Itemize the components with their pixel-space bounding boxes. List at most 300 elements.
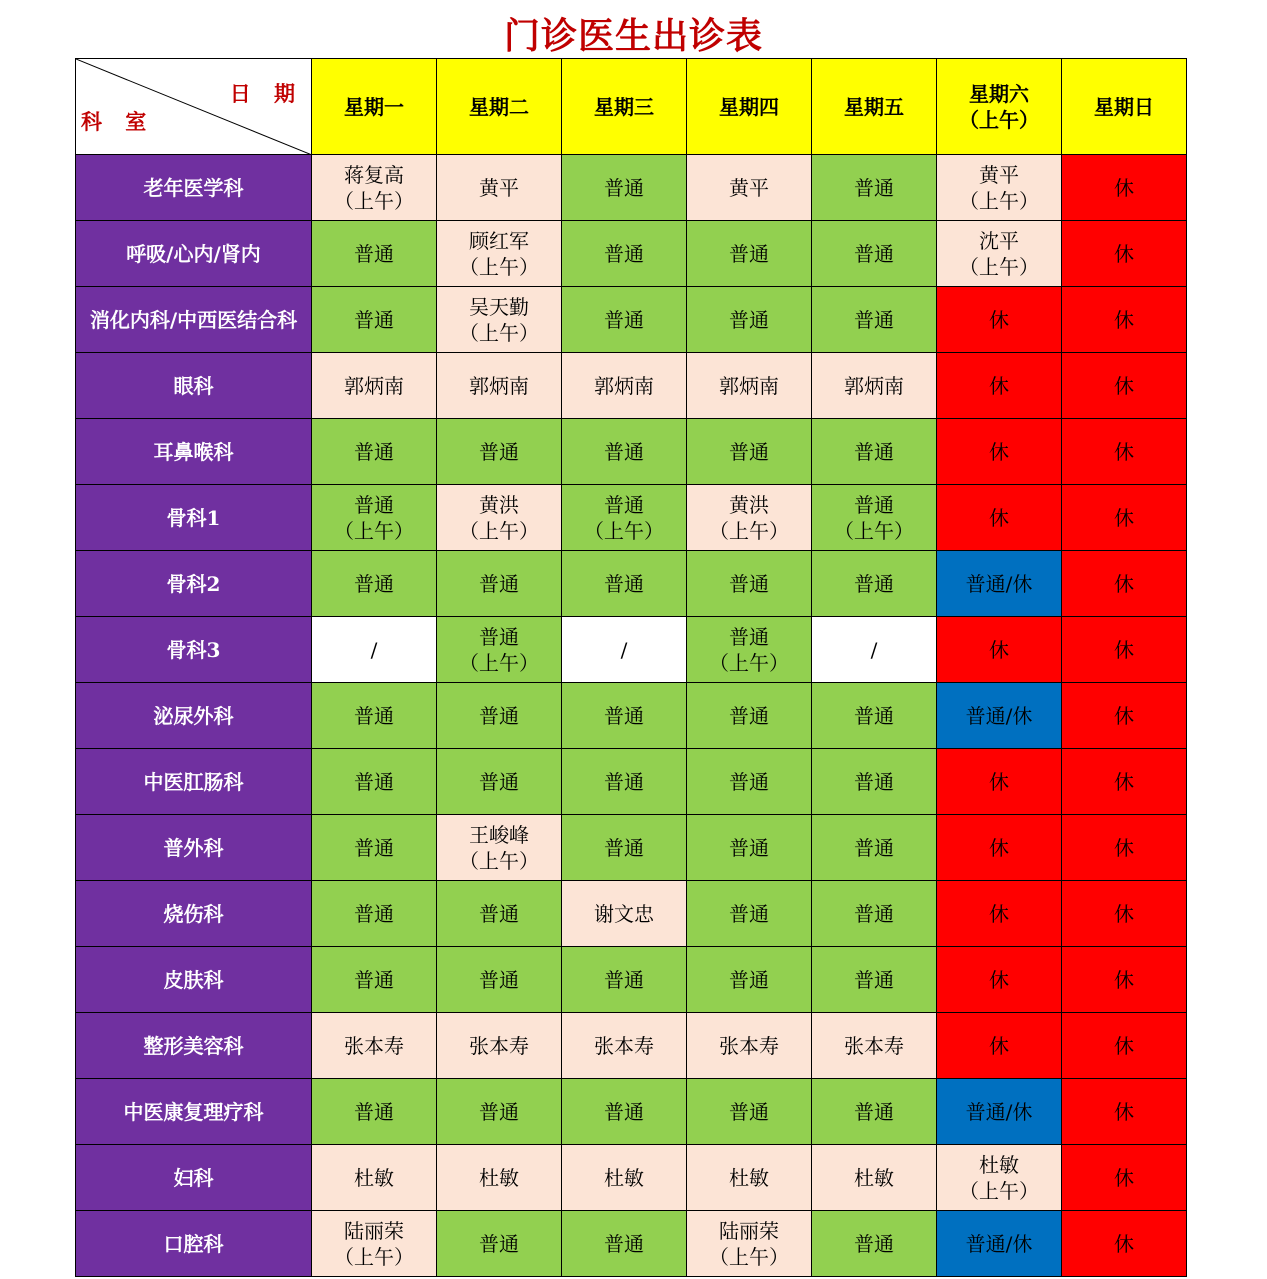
schedule-cell (562, 221, 687, 287)
schedule-cell (937, 1013, 1062, 1079)
cell-text: 普通 (729, 835, 769, 860)
cell-text: 休 (989, 373, 1009, 398)
schedule-cell (937, 221, 1062, 287)
cell-text: 张本寿 (844, 1033, 904, 1058)
cell-text: 休 (1114, 571, 1134, 596)
schedule-cell (1062, 419, 1187, 485)
dept-cell: 骨科1 (76, 485, 312, 551)
cell-subtext: （上午） (459, 518, 539, 543)
cell-text: 普通 (729, 901, 769, 926)
cell-text: 黄洪 (479, 492, 519, 517)
schedule-cell (312, 287, 437, 353)
cell-text: 普通 (854, 439, 894, 464)
cell-subtext: （上午） (459, 320, 539, 345)
cell-text: 休 (1114, 373, 1134, 398)
dept-cell: 眼科 (76, 353, 312, 419)
cell-text: 休 (989, 901, 1009, 926)
schedule-cell (812, 287, 937, 353)
schedule-cell (687, 419, 812, 485)
schedule-cell (312, 1211, 437, 1277)
schedule-cell (562, 155, 687, 221)
cell-text: 普通 (354, 835, 394, 860)
cell-text: 普通 (604, 703, 644, 728)
schedule-cell (562, 683, 687, 749)
cell-subtext: （上午） (459, 254, 539, 279)
cell-text: 普通 (604, 175, 644, 200)
schedule-cell (812, 551, 937, 617)
cell-subtext: （上午） (709, 650, 789, 675)
schedule-cell (812, 353, 937, 419)
schedule-cell (937, 1079, 1062, 1145)
schedule-cell (562, 881, 687, 947)
cell-text: 普通 (854, 967, 894, 992)
cell-text: 郭炳南 (469, 373, 529, 398)
schedule-cell (437, 683, 562, 749)
corner-header-cell (76, 59, 312, 155)
schedule-table (75, 58, 1187, 1277)
cell-text: 普通 (729, 241, 769, 266)
cell-text: 普通/休 (965, 703, 1033, 728)
cell-text: 休 (989, 307, 1009, 332)
dept-cell: 中医肛肠科 (76, 749, 312, 815)
cell-text: 黄平 (479, 175, 519, 200)
cell-text: 普通 (604, 492, 644, 517)
schedule-cell (312, 1079, 437, 1145)
table-row (76, 1013, 1187, 1079)
table-row (76, 221, 1187, 287)
schedule-cell (437, 485, 562, 551)
cell-text: 休 (989, 769, 1009, 794)
cell-text: 休 (1114, 769, 1134, 794)
schedule-cell (437, 551, 562, 617)
cell-text: 休 (989, 439, 1009, 464)
cell-text: 普通 (729, 967, 769, 992)
schedule-cell (562, 1145, 687, 1211)
cell-text: 普通 (854, 835, 894, 860)
day-header-2 (437, 59, 562, 155)
cell-text: 普通 (729, 703, 769, 728)
table-row (76, 419, 1187, 485)
schedule-cell (687, 155, 812, 221)
cell-text: 休 (1114, 439, 1134, 464)
cell-text: 张本寿 (469, 1033, 529, 1058)
cell-text: 普通 (354, 307, 394, 332)
cell-text: 普通 (479, 1099, 519, 1124)
schedule-cell (812, 221, 937, 287)
table-row (76, 683, 1187, 749)
cell-text: 郭炳南 (719, 373, 779, 398)
cell-subtext: （上午） (584, 518, 664, 543)
dept-cell: 中医康复理疗科 (76, 1079, 312, 1145)
cell-text: 普通 (479, 1231, 519, 1256)
cell-text: 休 (1114, 307, 1134, 332)
table-row (76, 485, 1187, 551)
schedule-cell (937, 419, 1062, 485)
cell-text: 普通 (354, 492, 394, 517)
schedule-cell (937, 485, 1062, 551)
day-header-label: 星期二 (469, 94, 529, 119)
schedule-cell (562, 1211, 687, 1277)
cell-text: 张本寿 (344, 1033, 404, 1058)
schedule-cell (812, 1211, 937, 1277)
schedule-cell (1062, 1013, 1187, 1079)
cell-text: 郭炳南 (344, 373, 404, 398)
cell-text: 顾红军 (469, 228, 529, 253)
cell-text: 普通/休 (965, 571, 1033, 596)
schedule-cell (312, 683, 437, 749)
day-header-label: 星期六 (969, 81, 1029, 106)
dept-cell: 口腔科 (76, 1211, 312, 1277)
schedule-cell (312, 947, 437, 1013)
schedule-cell (1062, 353, 1187, 419)
cell-text: 普通 (604, 307, 644, 332)
schedule-cell (562, 419, 687, 485)
cell-text: 普通 (729, 769, 769, 794)
schedule-cell (812, 485, 937, 551)
cell-text: 杜敏 (979, 1152, 1019, 1177)
day-header-label: 星期日 (1094, 94, 1154, 119)
table-row (76, 551, 1187, 617)
schedule-cell (312, 485, 437, 551)
cell-subtext: （上午） (334, 188, 414, 213)
schedule-cell (1062, 749, 1187, 815)
cell-text: 普通 (854, 307, 894, 332)
cell-subtext: （上午） (709, 1244, 789, 1269)
schedule-cell (937, 749, 1062, 815)
cell-text: 蒋复高 (344, 162, 404, 187)
dept-cell: 老年医学科 (76, 155, 312, 221)
schedule-cell (312, 353, 437, 419)
table-row (76, 815, 1187, 881)
schedule-cell (1062, 221, 1187, 287)
schedule-cell (687, 1145, 812, 1211)
cell-text: 普通 (604, 1099, 644, 1124)
schedule-cell (687, 815, 812, 881)
day-header-sub: （上午） (959, 107, 1039, 132)
cell-text: / (870, 637, 878, 662)
cell-text: 普通 (479, 703, 519, 728)
table-row (76, 353, 1187, 419)
schedule-cell (812, 749, 937, 815)
cell-subtext: （上午） (334, 518, 414, 543)
dept-cell: 整形美容科 (76, 1013, 312, 1079)
date-axis-label: 日 期 (229, 81, 303, 106)
cell-text: 郭炳南 (844, 373, 904, 398)
schedule-cell (937, 881, 1062, 947)
cell-text: 普通 (479, 967, 519, 992)
dept-cell: 妇科 (76, 1145, 312, 1211)
cell-text: 休 (989, 505, 1009, 530)
cell-text: 普通 (604, 439, 644, 464)
schedule-cell (312, 1013, 437, 1079)
cell-subtext: （上午） (459, 848, 539, 873)
schedule-cell (1062, 1079, 1187, 1145)
schedule-cell (437, 1211, 562, 1277)
day-header-5 (812, 59, 937, 155)
schedule-cell (562, 617, 687, 683)
schedule-cell (437, 617, 562, 683)
schedule-cell (1062, 815, 1187, 881)
schedule-cell (687, 683, 812, 749)
day-header-4 (687, 59, 812, 155)
table-row (76, 1079, 1187, 1145)
schedule-cell (312, 881, 437, 947)
day-header-1 (312, 59, 437, 155)
schedule-cell (687, 287, 812, 353)
schedule-cell (812, 155, 937, 221)
cell-text: 休 (1114, 505, 1134, 530)
schedule-cell (1062, 1211, 1187, 1277)
schedule-cell (937, 1145, 1062, 1211)
schedule-cell (562, 353, 687, 419)
schedule-cell (562, 551, 687, 617)
schedule-cell (437, 815, 562, 881)
schedule-cell (937, 155, 1062, 221)
schedule-cell (562, 749, 687, 815)
cell-text: 普通/休 (965, 1231, 1033, 1256)
cell-text: 谢文忠 (594, 901, 654, 926)
cell-text: 休 (1114, 241, 1134, 266)
cell-text: 休 (1114, 703, 1134, 728)
schedule-cell (812, 1013, 937, 1079)
schedule-cell (812, 881, 937, 947)
cell-text: 休 (1114, 1099, 1134, 1124)
schedule-cell (437, 419, 562, 485)
schedule-cell (1062, 287, 1187, 353)
cell-text: 普通 (354, 1099, 394, 1124)
schedule-cell (312, 815, 437, 881)
cell-text: / (370, 637, 378, 662)
table-row (76, 947, 1187, 1013)
schedule-cell (687, 1211, 812, 1277)
cell-text: 吴天勤 (469, 294, 529, 319)
schedule-cell (437, 221, 562, 287)
cell-text: 陆丽荣 (719, 1218, 779, 1243)
day-header-label: 星期一 (344, 94, 404, 119)
schedule-body (76, 59, 1187, 1277)
schedule-cell (812, 947, 937, 1013)
cell-text: 休 (1114, 901, 1134, 926)
schedule-cell (937, 1211, 1062, 1277)
cell-text: 普通 (354, 967, 394, 992)
cell-text: 普通 (479, 769, 519, 794)
table-row (76, 287, 1187, 353)
schedule-cell (687, 617, 812, 683)
cell-text: 普通 (604, 241, 644, 266)
cell-text: 普通 (854, 571, 894, 596)
schedule-cell (937, 683, 1062, 749)
cell-text: 陆丽荣 (344, 1218, 404, 1243)
dept-cell: 骨科3 (76, 617, 312, 683)
schedule-cell (312, 419, 437, 485)
cell-text: 休 (1114, 637, 1134, 662)
cell-text: 休 (1114, 967, 1134, 992)
cell-text: 普通 (479, 901, 519, 926)
cell-subtext: （上午） (834, 518, 914, 543)
schedule-cell (312, 749, 437, 815)
schedule-cell (812, 683, 937, 749)
cell-text: 普通 (854, 241, 894, 266)
schedule-cell (1062, 485, 1187, 551)
cell-text: 普通 (354, 241, 394, 266)
schedule-cell (312, 1145, 437, 1211)
cell-subtext: （上午） (459, 650, 539, 675)
dept-cell: 骨科2 (76, 551, 312, 617)
schedule-cell (1062, 683, 1187, 749)
schedule-cell (562, 1079, 687, 1145)
dept-cell: 普外科 (76, 815, 312, 881)
schedule-cell (562, 815, 687, 881)
table-row (76, 881, 1187, 947)
schedule-cell (437, 287, 562, 353)
dept-cell: 皮肤科 (76, 947, 312, 1013)
schedule-cell (937, 617, 1062, 683)
cell-text: 普通 (479, 571, 519, 596)
cell-text: 黄洪 (729, 492, 769, 517)
schedule-cell (437, 947, 562, 1013)
schedule-cell (312, 155, 437, 221)
cell-text: 休 (1114, 1033, 1134, 1058)
schedule-cell (687, 881, 812, 947)
cell-text: 杜敏 (354, 1165, 394, 1190)
day-header-label: 星期三 (594, 94, 654, 119)
schedule-cell (437, 1013, 562, 1079)
cell-text: 杜敏 (729, 1165, 769, 1190)
schedule-cell (562, 485, 687, 551)
day-header-label: 星期四 (719, 94, 779, 119)
schedule-cell (687, 1079, 812, 1145)
schedule-cell (687, 551, 812, 617)
cell-text: 黄平 (979, 162, 1019, 187)
cell-text: 普通 (604, 769, 644, 794)
schedule-cell (687, 221, 812, 287)
day-header-7 (1062, 59, 1187, 155)
cell-text: 普通 (354, 703, 394, 728)
cell-text: 普通 (854, 769, 894, 794)
schedule-cell (812, 419, 937, 485)
cell-subtext: （上午） (959, 254, 1039, 279)
schedule-cell (1062, 1145, 1187, 1211)
cell-subtext: （上午） (334, 1244, 414, 1269)
schedule-cell (1062, 881, 1187, 947)
schedule-cell (1062, 947, 1187, 1013)
cell-text: 普通 (729, 571, 769, 596)
cell-text: 普通 (729, 307, 769, 332)
cell-text: 休 (989, 1033, 1009, 1058)
schedule-cell (312, 221, 437, 287)
cell-text: 普通 (354, 769, 394, 794)
schedule-cell (812, 815, 937, 881)
cell-subtext: （上午） (709, 518, 789, 543)
cell-text: 普通 (354, 901, 394, 926)
schedule-cell (562, 1013, 687, 1079)
day-header-3 (562, 59, 687, 155)
cell-text: 休 (1114, 1165, 1134, 1190)
cell-text: 普通 (854, 1099, 894, 1124)
cell-text: 普通 (604, 571, 644, 596)
schedule-cell (312, 617, 437, 683)
schedule-cell (437, 155, 562, 221)
cell-text: 普通/休 (965, 1099, 1033, 1124)
schedule-cell (437, 881, 562, 947)
dept-cell: 呼吸/心内/肾内 (76, 221, 312, 287)
page-title: 门诊医生出诊表 (503, 15, 763, 57)
dept-cell: 烧伤科 (76, 881, 312, 947)
schedule-cell (562, 947, 687, 1013)
dept-cell: 耳鼻喉科 (76, 419, 312, 485)
header-row (76, 59, 1187, 155)
schedule-cell (1062, 551, 1187, 617)
schedule-cell (937, 287, 1062, 353)
table-row (76, 1145, 1187, 1211)
cell-text: 普通 (604, 1231, 644, 1256)
schedule-cell (687, 947, 812, 1013)
cell-subtext: （上午） (959, 188, 1039, 213)
cell-text: 休 (1114, 175, 1134, 200)
cell-text: 休 (1114, 1231, 1134, 1256)
cell-text: 普通 (729, 1099, 769, 1124)
dept-cell: 消化内科/中西医结合科 (76, 287, 312, 353)
schedule-cell (687, 1013, 812, 1079)
schedule-cell (937, 551, 1062, 617)
schedule-cell (812, 1145, 937, 1211)
dept-axis-label: 科 室 (81, 109, 155, 134)
schedule-cell (812, 1079, 937, 1145)
cell-text: 普通 (854, 703, 894, 728)
day-header-label: 星期五 (844, 94, 904, 119)
cell-text: 杜敏 (854, 1165, 894, 1190)
cell-subtext: （上午） (959, 1178, 1039, 1203)
schedule-cell (937, 947, 1062, 1013)
cell-text: 杜敏 (604, 1165, 644, 1190)
cell-text: 普通 (854, 901, 894, 926)
schedule-cell (687, 353, 812, 419)
schedule-cell (687, 749, 812, 815)
table-row (76, 1211, 1187, 1277)
cell-text: 普通 (729, 439, 769, 464)
cell-text: 休 (989, 835, 1009, 860)
schedule-cell (812, 617, 937, 683)
cell-text: 普通 (354, 571, 394, 596)
table-row (76, 617, 1187, 683)
schedule-cell (937, 353, 1062, 419)
cell-text: 杜敏 (479, 1165, 519, 1190)
table-row (76, 155, 1187, 221)
schedule-cell (437, 1145, 562, 1211)
cell-text: 休 (989, 967, 1009, 992)
cell-text: 张本寿 (594, 1033, 654, 1058)
schedule-cell (687, 485, 812, 551)
dept-cell: 泌尿外科 (76, 683, 312, 749)
cell-text: 普通 (479, 439, 519, 464)
schedule-cell (562, 287, 687, 353)
cell-text: / (620, 637, 628, 662)
cell-text: 郭炳南 (594, 373, 654, 398)
table-row (76, 749, 1187, 815)
cell-text: 普通 (729, 624, 769, 649)
day-header-6 (937, 59, 1062, 155)
cell-text: 休 (1114, 835, 1134, 860)
schedule-cell (937, 815, 1062, 881)
schedule-cell (312, 551, 437, 617)
schedule-cell (1062, 617, 1187, 683)
schedule-cell (437, 749, 562, 815)
cell-text: 休 (989, 637, 1009, 662)
cell-text: 普通 (479, 624, 519, 649)
schedule-cell (437, 353, 562, 419)
cell-text: 普通 (604, 967, 644, 992)
cell-text: 普通 (854, 492, 894, 517)
